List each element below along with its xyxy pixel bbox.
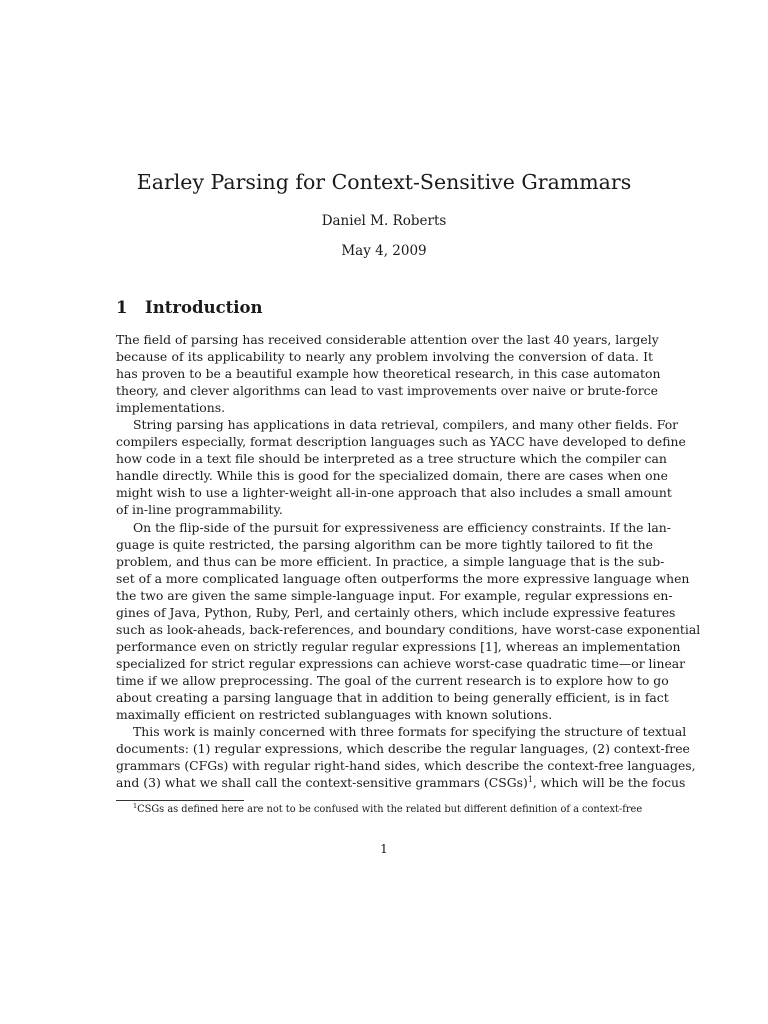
paragraph <box>116 723 696 791</box>
text-line: set of a more complicated language often outperforms the more expressive language when <box>116 570 690 586</box>
text-line: about creating a parsing language that in addition to being generally efficient, is in fact <box>116 689 669 705</box>
text-line: problem, and thus can be more efficient. In practice, a simple language that is the sub- <box>116 553 665 569</box>
text-line: guage is quite restricted, the parsing algorithm can be more tightly tailored to fit the <box>116 536 653 552</box>
text-line: of in-line programmability. <box>116 502 283 518</box>
text-line: compilers especially, format description languages such as YACC have developed to define <box>116 434 686 450</box>
paper-title: Earley Parsing for Context-Sensitive Grammars <box>136 170 632 194</box>
footnote-reference: 1 <box>527 775 533 785</box>
text-line: how code in a text file should be interpreted as a tree structure which the compiler can <box>116 451 667 467</box>
section-title: Introduction <box>145 298 263 317</box>
text-line: theory, and clever algorithms can lead to vast improvements over naive or brute-force <box>116 383 658 399</box>
text-line: maximally efficient on restricted sublanguages with known solutions. <box>116 707 553 723</box>
text-line: This work is mainly concerned with three formats for specifying the structure of textual <box>133 724 687 740</box>
page-number: 1 <box>380 841 388 856</box>
paper-author: Daniel M. Roberts <box>321 213 447 229</box>
text-line: handle directly. While this is good for the specialized domain, there are cases when one <box>116 468 668 484</box>
text-line: because of its applicability to nearly any problem involving the conversion of data. It <box>116 349 653 365</box>
text-line: time if we allow preprocessing. The goal of the current research is to explore how to go <box>116 672 669 688</box>
text-line: The field of parsing has received considerable attention over the last 40 years, largely <box>116 332 659 347</box>
footnote-text: CSGs as defined here are not to be confused with the related but different definition of a context-free <box>137 804 643 815</box>
text-segment: , which will be the focus <box>532 775 686 791</box>
text-line: implementations. <box>116 400 226 416</box>
body-text <box>116 331 701 791</box>
text-segment: and (3) what we shall call the context-sensitive grammars (CSGs) <box>116 775 528 791</box>
text-line: the two are given the same simple-language input. For example, regular expressions en- <box>116 587 673 603</box>
footnote-marker: 1 <box>133 802 138 810</box>
text-line: On the flip-side of the pursuit for expressiveness are efficiency constraints. If the lan- <box>133 519 671 535</box>
text-line: grammars (CFGs) with regular right-hand sides, which describe the context-free languages, <box>116 758 696 774</box>
footnote-rule <box>116 800 244 801</box>
text-line: String parsing has applications in data retrieval, compilers, and many other fields. For <box>133 417 679 433</box>
paragraph <box>116 519 701 724</box>
text-line: documents: (1) regular expressions, which describe the regular languages, (2) context-free <box>116 741 690 757</box>
paragraph <box>116 416 686 518</box>
text-line-with-footnote-ref <box>116 774 686 791</box>
text-line: performance even on strictly regular regular expressions [1], whereas an implementation <box>116 638 681 654</box>
section-heading <box>116 297 263 319</box>
text-line: such as look-aheads, back-references, and boundary conditions, have worst-case exponential <box>116 621 701 637</box>
paper-date: May 4, 2009 <box>341 243 427 259</box>
text-line: gines of Java, Python, Ruby, Perl, and certainly others, which include expressive features <box>116 604 676 620</box>
footnote <box>116 803 670 816</box>
text-line: might wish to use a lighter-weight all-in-one approach that also includes a small amount <box>116 485 672 501</box>
section-number: 1 <box>116 298 128 317</box>
paragraph <box>116 331 661 416</box>
text-line: has proven to be a beautiful example how theoretical research, in this case automaton <box>116 366 661 382</box>
text-line: specialized for strict regular expressions can achieve worst-case quadratic time—or linear <box>116 655 686 671</box>
